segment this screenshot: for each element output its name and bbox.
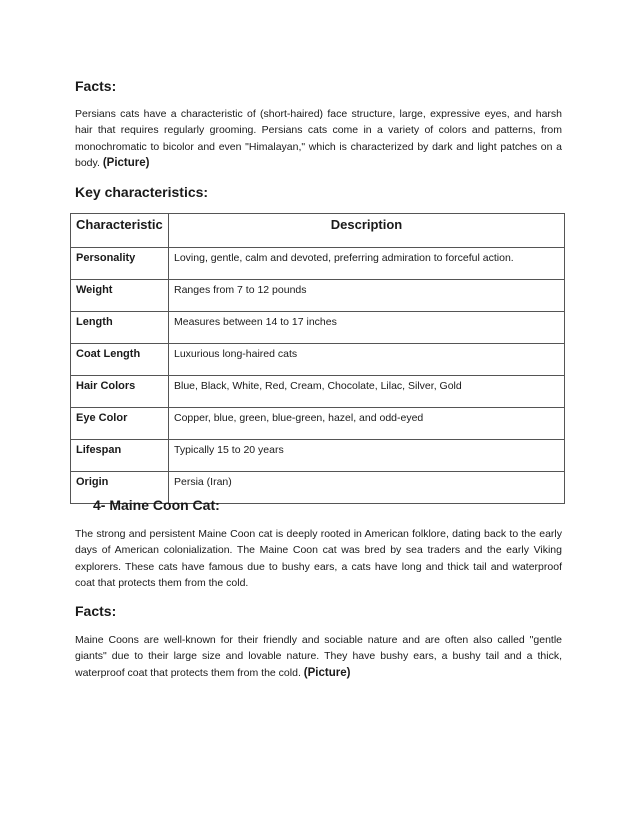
characteristic-name: Weight: [71, 280, 169, 312]
picture-placeholder: (Picture): [303, 666, 351, 679]
characteristic-description: Measures between 14 to 17 inches: [169, 312, 565, 344]
characteristic-description: Typically 15 to 20 years: [169, 440, 565, 472]
table-row: [71, 440, 565, 472]
characteristic-name: Personality: [71, 248, 169, 280]
picture-placeholder: (Picture): [102, 157, 150, 170]
table-row: [71, 248, 565, 280]
characteristic-description: Ranges from 7 to 12 pounds: [169, 280, 565, 312]
table-row: [71, 312, 565, 344]
maine-facts-paragraph: [75, 632, 562, 681]
maine-coon-paragraph: The strong and persistent Maine Coon cat is deeply rooted in American folklore, dating back to the early days of American colonialization. The Maine Coon cat was bred by sea traders and the early Viking explorers. These cats have famous due to bushy ears, a cats have long and thick tail and waterproof coat that protects them from the cold.: [75, 528, 562, 590]
characteristic-description: Copper, blue, green, blue-green, hazel, and odd-eyed: [169, 408, 565, 440]
table-row: [71, 280, 565, 312]
facts-heading: Facts:: [75, 603, 117, 619]
characteristic-name: Coat Length: [71, 344, 169, 376]
facts-heading: Facts:: [75, 78, 117, 94]
characteristic-name: Origin: [71, 472, 169, 504]
characteristic-name: Lifespan: [71, 440, 169, 472]
column-header-characteristic: Characteristic: [71, 214, 169, 248]
characteristic-name: Eye Color: [71, 408, 169, 440]
characteristic-description: Loving, gentle, calm and devoted, preferring admiration to forceful action.: [169, 248, 565, 280]
table-row: [71, 376, 565, 408]
key-characteristics-heading: Key characteristics:: [75, 184, 209, 200]
persian-facts-paragraph: [75, 106, 562, 172]
characteristic-description: Persia (Iran): [169, 472, 565, 504]
characteristic-name: Hair Colors: [71, 376, 169, 408]
characteristic-description: Blue, Black, White, Red, Cream, Chocolate, Lilac, Silver, Gold: [169, 376, 565, 408]
maine-facts-text: Maine Coons are well-known for their friendly and sociable nature and are often also called "gentle giants" due to their large size and lovable nature. They have bushy ears, a bushy tail and a thick, waterproof coat that protects them from the cold.: [75, 634, 562, 679]
characteristics-table: [70, 213, 565, 504]
characteristic-description: Luxurious long-haired cats: [169, 344, 565, 376]
maine-coon-heading: 4- Maine Coon Cat:: [93, 497, 220, 513]
table-row: [71, 344, 565, 376]
characteristic-name: Length: [71, 312, 169, 344]
persian-facts-text: Persians cats have a characteristic of (short-haired) face structure, large, expressive eyes, and harsh hair that requires regularly grooming. Persians cats come in a variety of colors and patterns, from monochromatic to bicolor and even "Himalayan," which is characterized by dark and light patches on a body.: [75, 108, 562, 170]
column-header-description: Description: [169, 214, 565, 248]
table-row: [71, 408, 565, 440]
table-header-row: [71, 214, 565, 248]
